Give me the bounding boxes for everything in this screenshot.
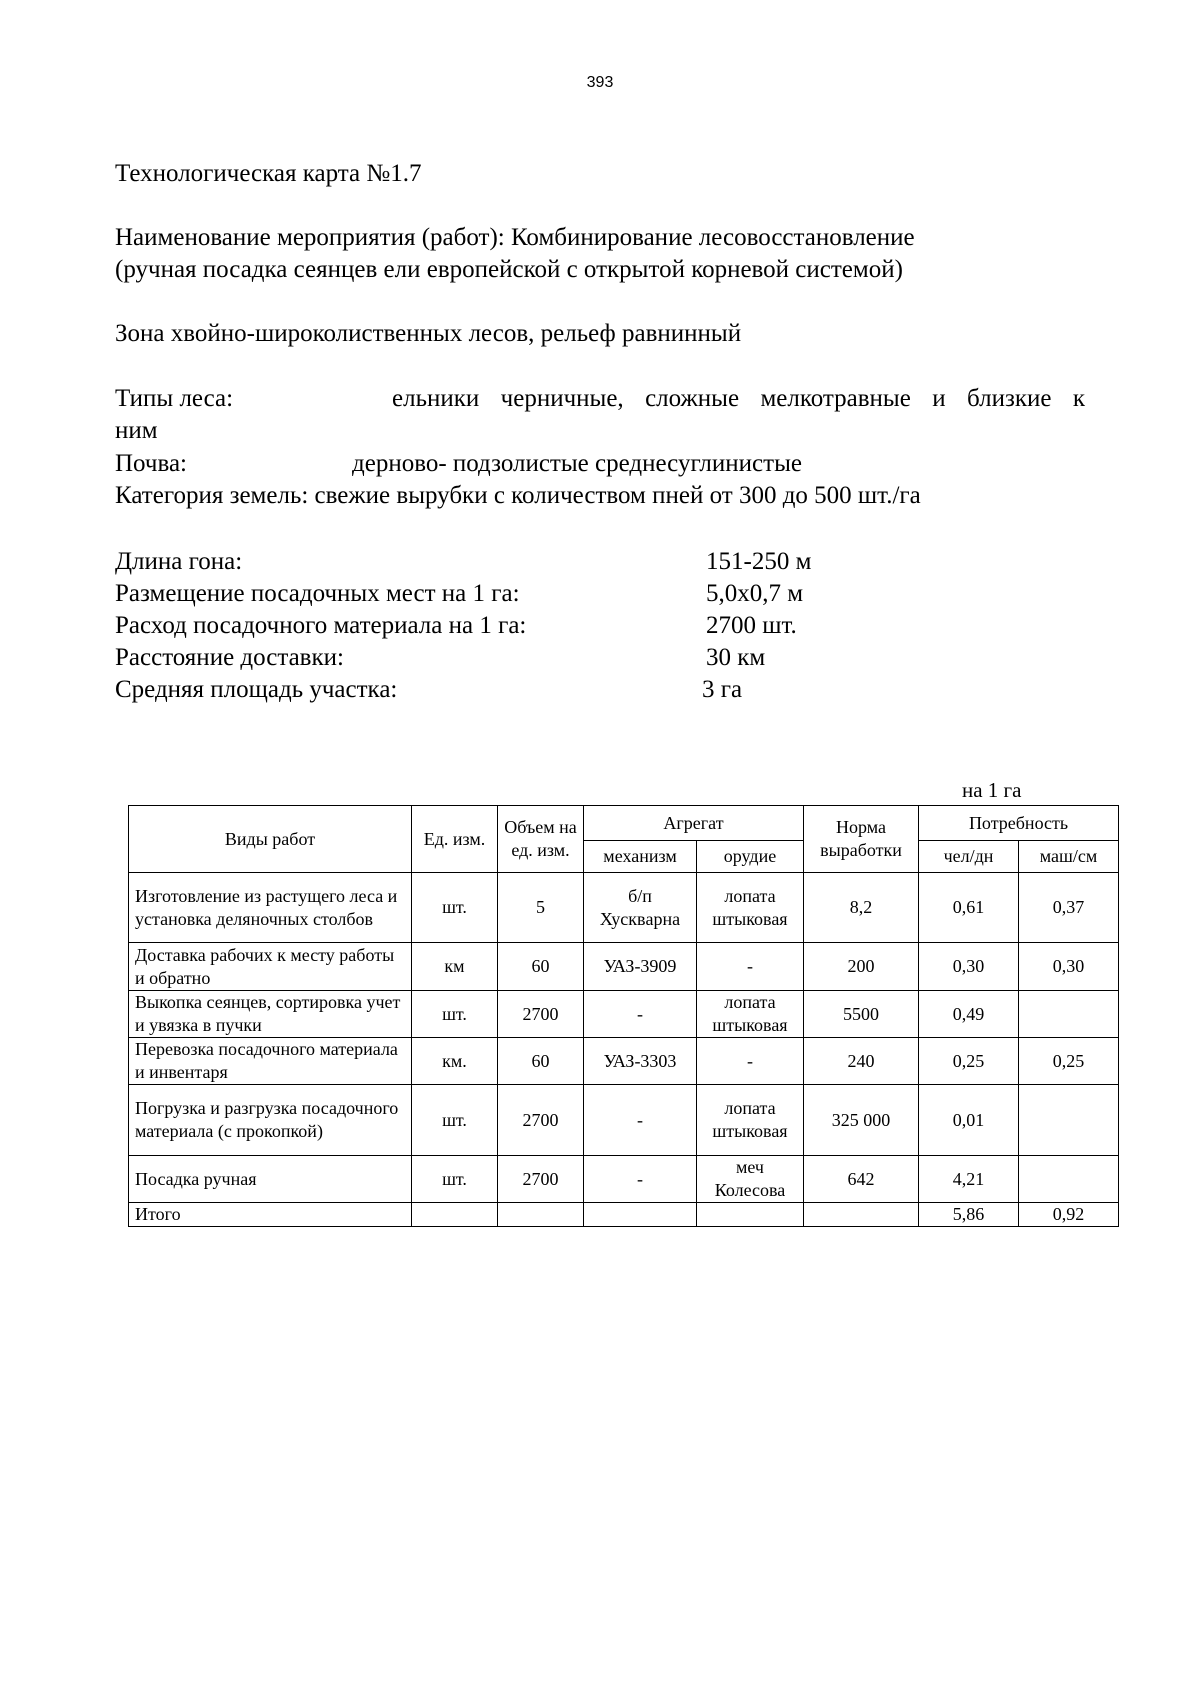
cell-machine-shifts (1019, 1156, 1119, 1203)
cell-empty (412, 1203, 498, 1227)
cell-norm: 5500 (804, 991, 919, 1038)
table-row (129, 1038, 1119, 1085)
header-volume: Объем на ед. изм. (498, 806, 584, 873)
cell-unit: км (412, 943, 498, 991)
cell-work: Посадка ручная (129, 1156, 412, 1203)
land-category-text: Категория земель: свежие вырубки с количеством пней от 300 до 500 шт./га (115, 482, 921, 509)
cell-machine-shifts: 0,37 (1019, 873, 1119, 943)
cell-volume: 60 (498, 1038, 584, 1085)
soil-label: Почва: (115, 450, 187, 477)
cell-mechanism: - (584, 991, 697, 1038)
cell-man-days: 0,25 (919, 1038, 1019, 1085)
cell-volume: 2700 (498, 1085, 584, 1156)
work-name-line-2: (ручная посадка сеянцев ели европейской с открытой корневой системой) (115, 256, 903, 283)
cell-tool: - (697, 1038, 804, 1085)
table-row (129, 943, 1119, 991)
cell-tool: - (697, 943, 804, 991)
table-row (129, 1156, 1119, 1203)
cell-volume: 5 (498, 873, 584, 943)
cell-machine-shifts (1019, 991, 1119, 1038)
cell-norm: 325 000 (804, 1085, 919, 1156)
cell-norm: 642 (804, 1156, 919, 1203)
cell-mechanism: УАЗ-3303 (584, 1038, 697, 1085)
header-unit: Ед. изм. (412, 806, 498, 873)
cell-mechanism: - (584, 1156, 697, 1203)
table-row (129, 991, 1119, 1038)
header-need: Потребность (919, 806, 1119, 841)
cell-empty (584, 1203, 697, 1227)
forest-types-value-cont: ним (115, 417, 158, 444)
cell-unit: шт. (412, 1085, 498, 1156)
cell-unit: шт. (412, 1156, 498, 1203)
cell-work: Изготовление из растущего леса и установка деляночных столбов (129, 873, 412, 943)
cell-man-days: 0,49 (919, 991, 1019, 1038)
cell-tool: меч Колесова (697, 1156, 804, 1203)
cell-volume: 2700 (498, 1156, 584, 1203)
header-tool: орудие (697, 841, 804, 873)
cell-empty (697, 1203, 804, 1227)
param-label: Расход посадочного материала на 1 га: (115, 612, 527, 639)
cell-mechanism: - (584, 1085, 697, 1156)
param-label: Размещение посадочных мест на 1 га: (115, 580, 520, 607)
cell-work: Выкопка сеянцев, сортировка учет и увязка в пучки (129, 991, 412, 1038)
cell-tool: лопата штыковая (697, 873, 804, 943)
table-total-row (129, 1203, 1119, 1227)
param-value: 151-250 м (706, 548, 812, 575)
forest-types-label: Типы леса: (115, 385, 234, 412)
cell-work: Доставка рабочих к месту работы и обратно (129, 943, 412, 991)
cell-tool: лопата штыковая (697, 1085, 804, 1156)
cell-volume: 2700 (498, 991, 584, 1038)
header-work-types: Виды работ (129, 806, 412, 873)
cell-mechanism: б/п Хусквaрна (584, 873, 697, 943)
table-row (129, 1085, 1119, 1156)
param-value: 30 км (706, 644, 766, 671)
cell-volume: 60 (498, 943, 584, 991)
param-value: 5,0х0,7 м (706, 580, 804, 607)
cell-unit: шт. (412, 873, 498, 943)
unit-note: на 1 га (962, 778, 1022, 802)
cell-empty (498, 1203, 584, 1227)
works-table (128, 805, 1119, 1227)
total-label: Итого (129, 1203, 412, 1227)
cell-norm: 8,2 (804, 873, 919, 943)
header-aggregate: Агрегат (584, 806, 804, 841)
cell-empty (804, 1203, 919, 1227)
cell-machine-shifts: 0,25 (1019, 1038, 1119, 1085)
total-machine-shifts: 0,92 (1019, 1203, 1119, 1227)
header-mechanism: механизм (584, 841, 697, 873)
cell-norm: 200 (804, 943, 919, 991)
cell-mechanism: УАЗ-3909 (584, 943, 697, 991)
zone-text: Зона хвойно-широколиственных лесов, рельеф равнинный (115, 320, 742, 347)
document-title: Технологическая карта №1.7 (115, 160, 422, 187)
param-value: 2700 шт. (706, 612, 797, 639)
page-number: 393 (586, 74, 614, 91)
work-name-line-1: Наименование мероприятия (работ): Комбинирование лесовосстановление (115, 224, 915, 251)
cell-work: Перевозка посадочного материала и инвентаря (129, 1038, 412, 1085)
cell-work: Погрузка и разгрузка посадочного материала (с прокопкой) (129, 1085, 412, 1156)
total-man-days: 5,86 (919, 1203, 1019, 1227)
header-machine-shifts: маш/см (1019, 841, 1119, 873)
cell-man-days: 0,61 (919, 873, 1019, 943)
param-label: Длина гона: (115, 548, 243, 575)
cell-tool: лопата штыковая (697, 991, 804, 1038)
cell-unit: км. (412, 1038, 498, 1085)
param-label: Средняя площадь участка: (115, 676, 398, 703)
param-label: Расстояние доставки: (115, 644, 344, 671)
forest-types-value: ельники черничные, сложные мелкотравные и близкие к (392, 385, 1085, 412)
cell-man-days: 0,01 (919, 1085, 1019, 1156)
param-value: 3 га (702, 676, 743, 703)
cell-machine-shifts (1019, 1085, 1119, 1156)
cell-unit: шт. (412, 991, 498, 1038)
soil-value: дерново- подзолистые среднесуглинистые (352, 450, 802, 477)
header-man-days: чел/дн (919, 841, 1019, 873)
header-norm: Норма выработки (804, 806, 919, 873)
cell-man-days: 4,21 (919, 1156, 1019, 1203)
cell-man-days: 0,30 (919, 943, 1019, 991)
cell-machine-shifts: 0,30 (1019, 943, 1119, 991)
cell-norm: 240 (804, 1038, 919, 1085)
table-row (129, 873, 1119, 943)
